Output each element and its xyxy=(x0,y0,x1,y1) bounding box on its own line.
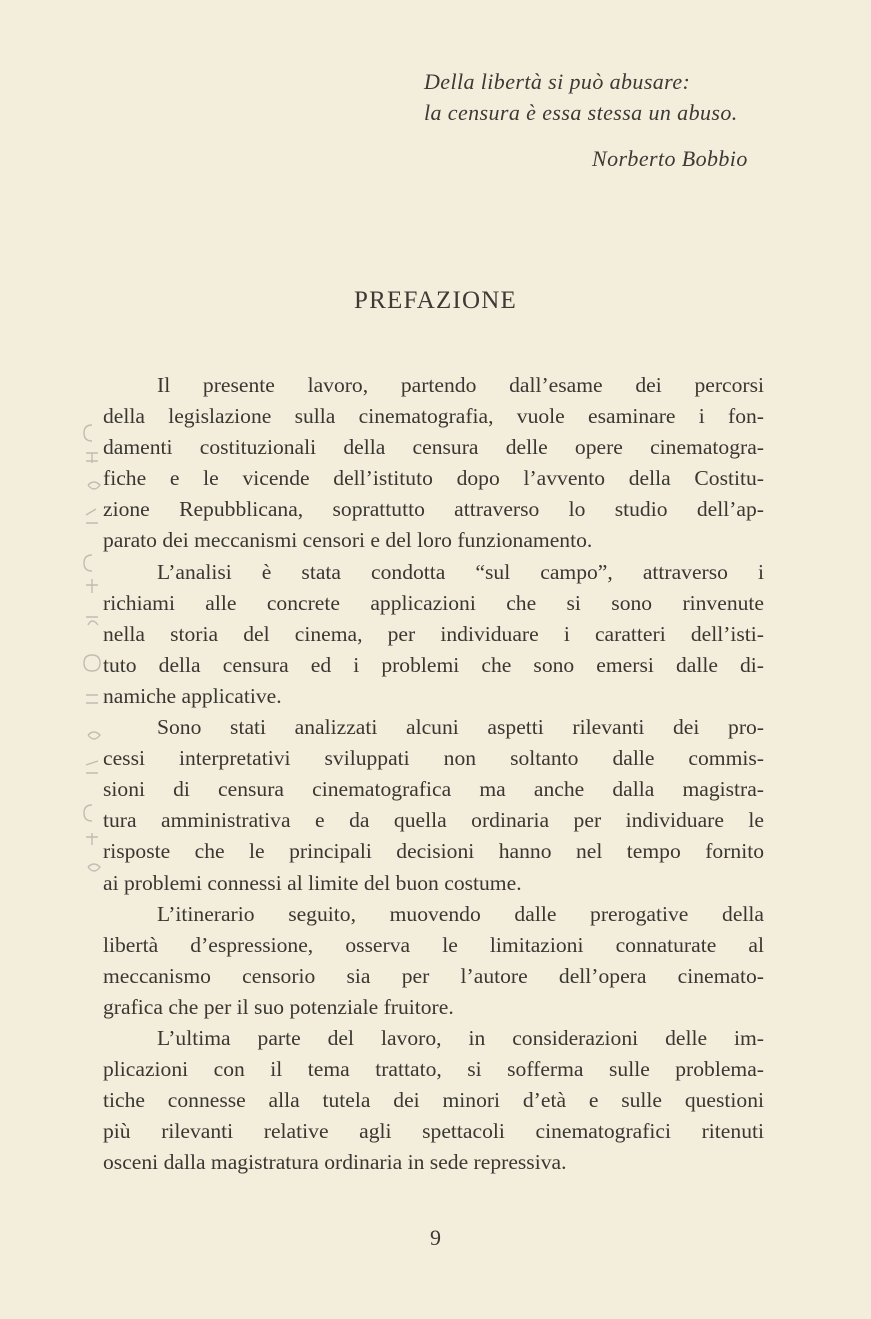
text-line: parato dei meccanismi censori e del loro funzionamento. xyxy=(103,528,593,553)
text-line: L’itinerario seguito, muovendo dalle prerogative della xyxy=(157,901,764,926)
text-line: zione Repubblicana, soprattutto attraverso lo studio dell’ap- xyxy=(103,497,764,522)
paragraph xyxy=(103,557,764,712)
epigraph xyxy=(424,66,824,171)
paragraph xyxy=(103,1023,764,1178)
text-line: namiche applicative. xyxy=(103,683,282,708)
text-line: libertà d’espressione, osserva le limitazioni connaturate al xyxy=(103,932,764,957)
text-line: tura amministrativa e da quella ordinaria per individuare le xyxy=(103,808,764,833)
text-line: ai problemi connessi al limite del buon costume. xyxy=(103,870,522,895)
text-line: della legislazione sulla cinematografia, vuole esaminare i fon- xyxy=(103,404,764,429)
text-line: richiami alle concrete applicazioni che si sono rinvenute xyxy=(103,590,764,615)
text-line: damenti costituzionali della censura delle opere cinematogra- xyxy=(103,435,764,460)
text-line: L’analisi è stata condotta “sul campo”, attraverso i xyxy=(157,559,764,584)
text-line: tiche connesse alla tutela dei minori d’età e sulle questioni xyxy=(103,1088,764,1113)
text-line: sioni di censura cinematografica ma anche dalla magistra- xyxy=(103,777,764,802)
chapter-title: PREFAZIONE xyxy=(354,287,517,314)
page-number: 9 xyxy=(430,1225,441,1250)
epigraph-line: Della libertà si può abusare: xyxy=(424,69,691,94)
text-line: osceni dalla magistratura ordinaria in sede repressiva. xyxy=(103,1150,567,1175)
text-line: Sono stati analizzati alcuni aspetti rilevanti dei pro- xyxy=(157,715,764,740)
text-line: plicazioni con il tema trattato, si sofferma sulle problema- xyxy=(103,1057,764,1082)
paragraph xyxy=(103,712,764,899)
text-line: cessi interpretativi sviluppati non soltanto dalle commis- xyxy=(103,746,764,771)
epigraph-line: la censura è essa stessa un abuso. xyxy=(424,100,738,125)
text-line: meccanismo censorio sia per l’autore dell’opera cinemato- xyxy=(103,963,764,988)
paragraph xyxy=(103,899,764,1023)
text-line: risposte che le principali decisioni hanno nel tempo fornito xyxy=(103,839,764,864)
epigraph-author: Norberto Bobbio xyxy=(592,146,748,171)
text-line: grafica che per il suo potenziale fruitore. xyxy=(103,994,454,1019)
paragraph xyxy=(103,370,764,557)
text-line: L’ultima parte del lavoro, in considerazioni delle im- xyxy=(157,1025,764,1050)
preface-body xyxy=(103,370,764,1178)
text-line: tuto della censura ed i problemi che sono emersi dalle di- xyxy=(103,652,764,677)
text-line: Il presente lavoro, partendo dall’esame dei percorsi xyxy=(157,373,764,397)
text-line: più rilevanti relative agli spettacoli cinematografici ritenuti xyxy=(103,1119,764,1144)
text-line: fiche e le vicende dell’istituto dopo l’avvento della Costitu- xyxy=(103,466,764,491)
text-line: nella storia del cinema, per individuare i caratteri dell’isti- xyxy=(103,621,764,646)
